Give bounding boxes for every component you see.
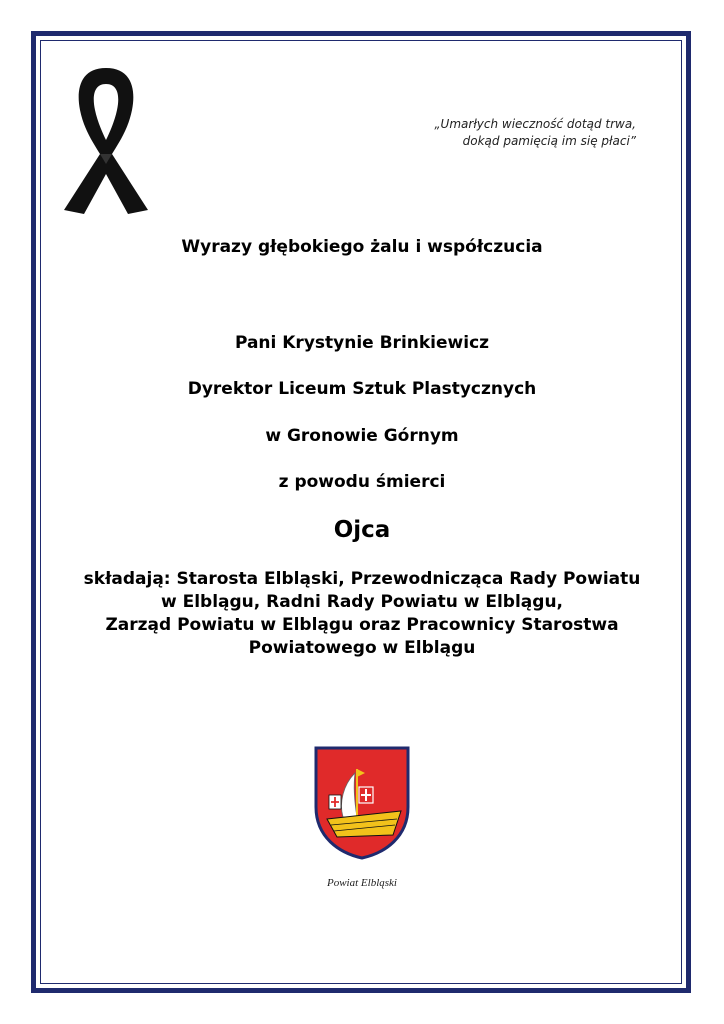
condolence-heading: Wyrazy głębokiego żalu i współczucia: [181, 237, 543, 257]
recipient-place: w Gronowie Górnym: [265, 426, 459, 446]
recipient-name: Pani Krystynie Brinkiewicz: [234, 333, 490, 353]
deceased-relation: Ojca: [333, 517, 391, 543]
reason-line: z powodu śmierci: [278, 472, 446, 492]
epigraph-quote: [376, 116, 636, 150]
signers-line-3: Zarząd Powiatu w Elblągu oraz Pracownicy Starostwa: [105, 615, 619, 635]
signers-line-2: w Elblągu, Radni Rady Powiatu w Elblągu,: [160, 592, 564, 612]
mourning-ribbon-icon: [50, 62, 162, 222]
quote-line-1: „Umarłych wieczność dotąd trwa,: [434, 117, 636, 131]
recipient-title: Dyrektor Liceum Sztuk Plastycznych: [187, 379, 537, 399]
signers-line-1: składają: Starosta Elbląski, Przewodnicząca Rady Powiatu: [83, 569, 641, 589]
signers-line-4: Powiatowego w Elblągu: [248, 638, 476, 658]
quote-line-2: dokąd pamięcią im się płaci”: [462, 134, 636, 148]
coat-of-arms-icon: [313, 745, 411, 861]
crest-caption: Powiat Elbląski: [327, 877, 397, 889]
signers-block: [60, 568, 664, 660]
